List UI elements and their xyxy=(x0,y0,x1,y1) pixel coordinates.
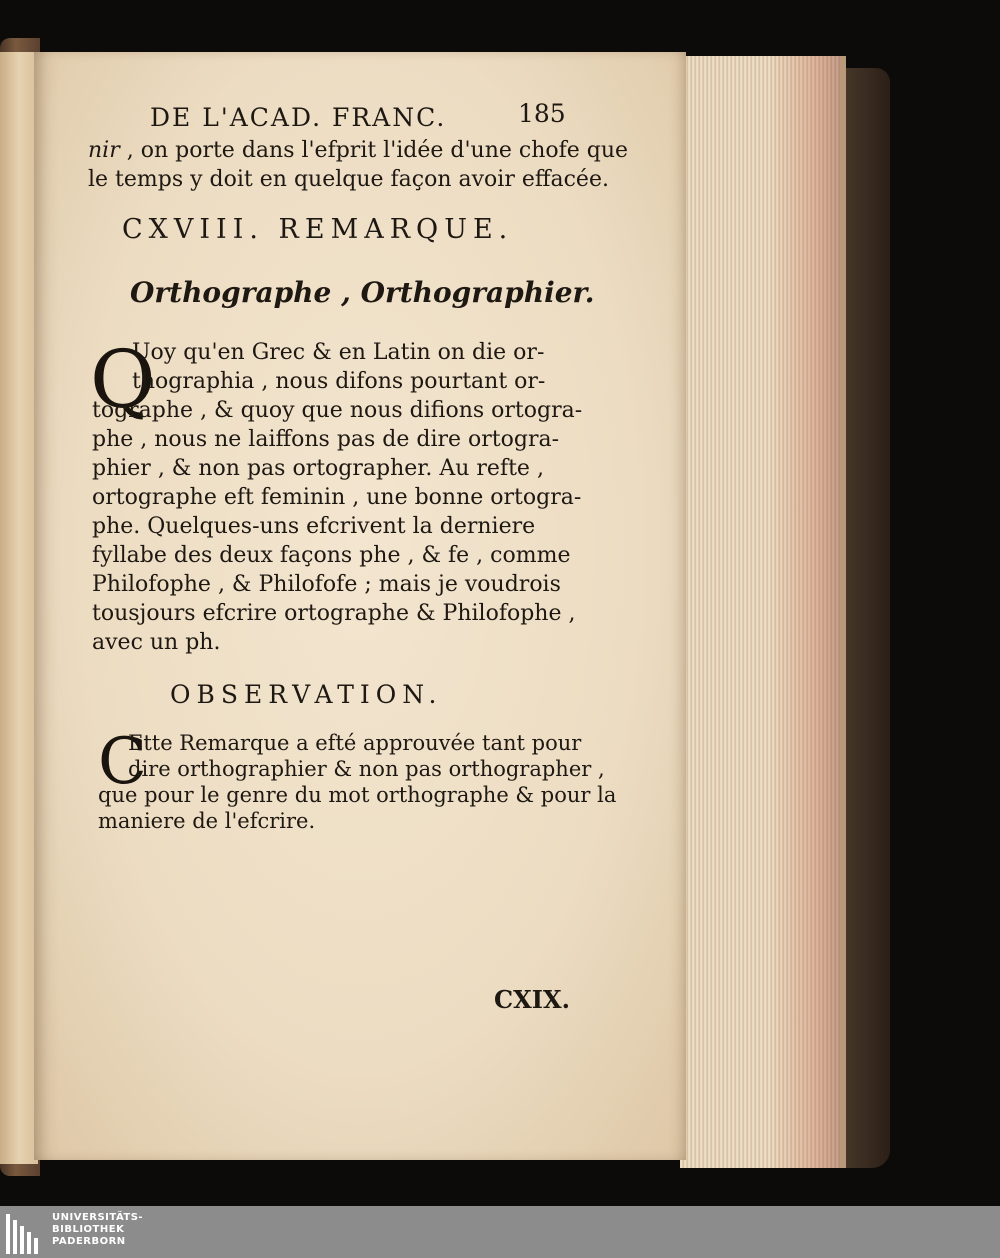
remark-body xyxy=(90,333,583,657)
remark-line: Uoy qu'en Grec & en Latin on die or- xyxy=(132,340,545,365)
remark-line: tousjours efcrire ortographe & Philofophe , xyxy=(92,601,576,626)
library-footer xyxy=(0,1206,1000,1258)
observation-dropcap: C xyxy=(98,725,147,799)
remark-subtitle: Orthographe , Orthographier. xyxy=(130,276,595,309)
remark-line: phe. Quelques-uns efcrivent la derniere xyxy=(92,514,536,539)
remark-title: CXVIII. REMARQUE. xyxy=(122,214,514,245)
remark-line: fyllabe des deux façons phe , & fe , comme xyxy=(92,543,571,568)
remark-line: Philofophe , & Philofofe ; mais je voudrois xyxy=(92,572,561,597)
remark-line: thographia , nous difons pourtant or- xyxy=(132,369,546,394)
opening-line: nir , on porte dans l'efprit l'idée d'une chofe que xyxy=(88,138,629,163)
logo-line: PADERBORN xyxy=(52,1236,126,1247)
observation-line: que pour le genre du mot orthographe & pour la xyxy=(98,783,617,807)
remark-line: phier , & non pas ortographer. Au refte , xyxy=(92,456,544,481)
remark-line: phe , nous ne laiffons pas de dire ortogra- xyxy=(92,427,560,452)
remark-line: tographe , & quoy que nous difions ortogra- xyxy=(92,398,583,423)
logo-line: BIBLIOTHEK xyxy=(52,1224,125,1235)
library-logo-icon xyxy=(6,1214,42,1254)
remark-line: ortographe eft feminin , une bonne ortogra- xyxy=(92,485,582,510)
observation-line: Ette Remarque a efté approuvée tant pour xyxy=(128,731,582,755)
catchword: CXIX. xyxy=(494,985,570,1014)
remark-dropcap: Q xyxy=(90,333,156,426)
observation-body xyxy=(98,725,617,834)
observation-line: dire orthographier & non pas orthographer , xyxy=(128,757,605,781)
opening-line: le temps y doit en quelque façon avoir effacée. xyxy=(88,167,609,192)
page-edges-block xyxy=(680,56,846,1168)
running-header: DE L'ACAD. FRANC. xyxy=(150,103,447,132)
observation-line: maniere de l'efcrire. xyxy=(98,809,316,833)
library-logo-text xyxy=(52,1212,143,1248)
left-page-edge xyxy=(0,52,38,1164)
page-number: 185 xyxy=(518,99,566,128)
observation-title: OBSERVATION. xyxy=(170,680,443,709)
remark-line: avec un ph. xyxy=(92,630,221,655)
logo-line: UNIVERSITÄTS- xyxy=(52,1212,144,1223)
opening-text xyxy=(88,136,628,194)
